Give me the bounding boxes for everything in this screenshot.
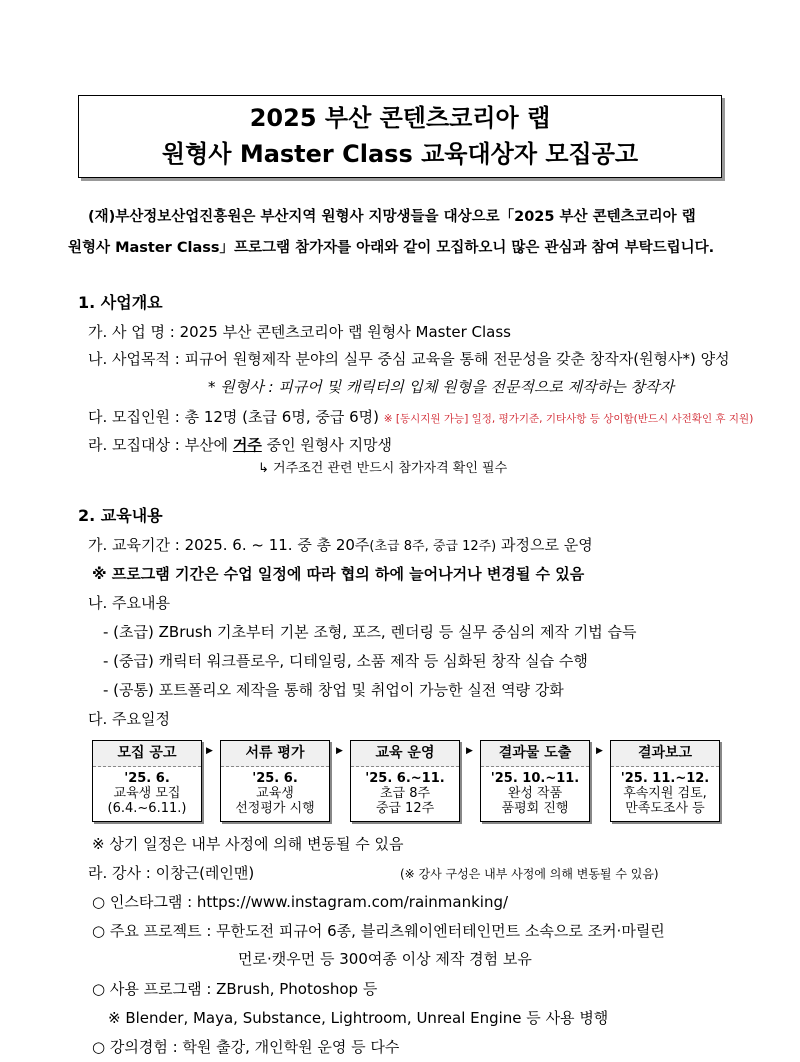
- step-line: 교육생 모집: [113, 786, 181, 801]
- instructor-projects-1: ○ 주요 프로젝트 : 무한도전 피규어 6종, 블리츠웨이엔터테인먼트 소속으로 조커·마릴린: [92, 922, 665, 940]
- s1-c-note: ※ [동시지원 가능] 일정, 평가기준, 기타사항 등 상이함(반드시 사전확인 후 지원): [383, 413, 754, 425]
- s1-item-c: [88, 406, 753, 427]
- step-date: '25. 6.: [124, 771, 170, 786]
- step-title: 교육 운영: [351, 741, 459, 767]
- s2-item-a: [88, 534, 593, 555]
- step-title: 모집 공고: [93, 741, 201, 767]
- instructor-experience: ○ 강의경험 : 학원 출강, 개인학원 운영 등 다수: [92, 1038, 400, 1056]
- title-line-2: 원형사 Master Class 교육대상자 모집공고: [161, 140, 639, 168]
- step-line: 후속지원 검토,: [623, 786, 707, 801]
- section-2-heading: 2. 교육내용: [78, 506, 163, 525]
- schedule-step: [610, 740, 720, 822]
- step-line: 선정평가 시행: [235, 801, 315, 816]
- s1-item-b: 나. 사업목적 : 피규어 원형제작 분야의 실무 중심 교육을 통해 전문성을 갖춘 창작자(원형사*) 양성: [88, 350, 730, 368]
- s2-a-pre: 가. 교육기간 : 2025. 6. ~ 11. 중 총 20주: [88, 536, 370, 554]
- arrow-right-icon: ▶: [596, 746, 603, 756]
- step-line: 중급 12주: [375, 801, 435, 816]
- instructor-programs: ○ 사용 프로그램 : ZBrush, Photoshop 등: [92, 980, 378, 998]
- s2-d-note: (※ 강사 구성은 내부 사정에 의해 변동될 수 있음): [400, 867, 659, 881]
- s2-item-c: 다. 주요일정: [88, 710, 170, 728]
- s1-item-d: [88, 434, 392, 455]
- schedule-step: [350, 740, 460, 822]
- s2-a-post: 과정으로 운영: [496, 536, 593, 554]
- s1-d-em: 거주: [232, 436, 262, 454]
- step-line: 교육생: [256, 786, 294, 801]
- s2-c-note: ※ 상기 일정은 내부 사정에 의해 변동될 수 있음: [92, 835, 404, 853]
- s2-a-note: ※ 프로그램 기간은 수업 일정에 따라 협의 하에 늘어나거나 변경될 수 있음: [92, 565, 585, 583]
- title-box: [78, 95, 722, 178]
- s2-a-small: (초급 8주, 중급 12주): [369, 539, 497, 554]
- s2-b-item-2: - (중급) 캐릭터 워크플로우, 디테일링, 소품 제작 등 심화된 창작 실습 수행: [103, 652, 588, 670]
- schedule-step: [92, 740, 202, 822]
- s1-d-pre: 라. 모집대상 : 부산에: [88, 436, 233, 454]
- s2-item-b: 나. 주요내용: [88, 594, 170, 612]
- instructor-instagram: ○ 인스타그램 : https://www.instagram.com/rainmanking/: [92, 893, 509, 911]
- step-date: '25. 11.~12.: [620, 771, 710, 786]
- s1-c-text: 다. 모집인원 : 총 12명 (초급 6명, 중급 6명): [88, 408, 379, 426]
- arrow-right-icon: ▶: [336, 746, 343, 756]
- step-date: '25. 6.: [252, 771, 298, 786]
- arrow-right-icon: ▶: [466, 746, 473, 756]
- s2-b-item-3: - (공통) 포트폴리오 제작을 통해 창업 및 취업이 가능한 실전 역량 강화: [103, 681, 564, 699]
- s2-b-item-1: - (초급) ZBrush 기초부터 기본 조형, 포즈, 렌더링 등 실무 중심의 제작 기법 습득: [103, 623, 637, 641]
- instructor-programs-note: ※ Blender, Maya, Substance, Lightroom, Unreal Engine 등 사용 병행: [108, 1009, 609, 1027]
- s1-item-b-note: * 원형사 : 피규어 및 캐릭터의 입체 원형을 전문적으로 제작하는 창작자: [208, 378, 674, 396]
- title-line-1: 2025 부산 콘텐츠코리아 랩: [249, 104, 551, 132]
- section-1-heading: 1. 사업개요: [78, 293, 163, 312]
- step-line: 품평회 진행: [501, 801, 569, 816]
- intro-line-2: 원형사 Master Class」프로그램 참가자를 아래와 같이 모집하오니 많은 관심과 참여 부탁드립니다.: [68, 240, 715, 256]
- intro-line-1: (재)부산정보산업진흥원은 부산지역 원형사 지망생들을 대상으로「2025 부산 콘텐츠코리아 랩: [88, 209, 696, 225]
- s1-d-post: 중인 원형사 지망생: [261, 436, 393, 454]
- step-title: 서류 평가: [221, 741, 329, 767]
- s1-d-note: ↳ 거주조건 관련 반드시 참가자격 확인 필수: [258, 461, 508, 476]
- step-line: (6.4.~6.11.): [107, 801, 187, 816]
- schedule-step: [220, 740, 330, 822]
- s2-item-d: 라. 강사 : 이창근(레인맨): [88, 864, 255, 882]
- s1-item-a: 가. 사 업 명 : 2025 부산 콘텐츠코리아 랩 원형사 Master Class: [88, 323, 511, 341]
- step-line: 만족도조사 등: [625, 801, 705, 816]
- instructor-projects-2: 먼로·캣우먼 등 300여종 이상 제작 경험 보유: [238, 950, 532, 968]
- step-title: 결과보고: [611, 741, 719, 767]
- step-title: 결과물 도출: [481, 741, 589, 767]
- schedule-step: [480, 740, 590, 822]
- step-date: '25. 10.~11.: [490, 771, 580, 786]
- step-line: 완성 작품: [507, 786, 563, 801]
- step-line: 초급 8주: [379, 786, 431, 801]
- arrow-right-icon: ▶: [206, 746, 213, 756]
- step-date: '25. 6.~11.: [365, 771, 445, 786]
